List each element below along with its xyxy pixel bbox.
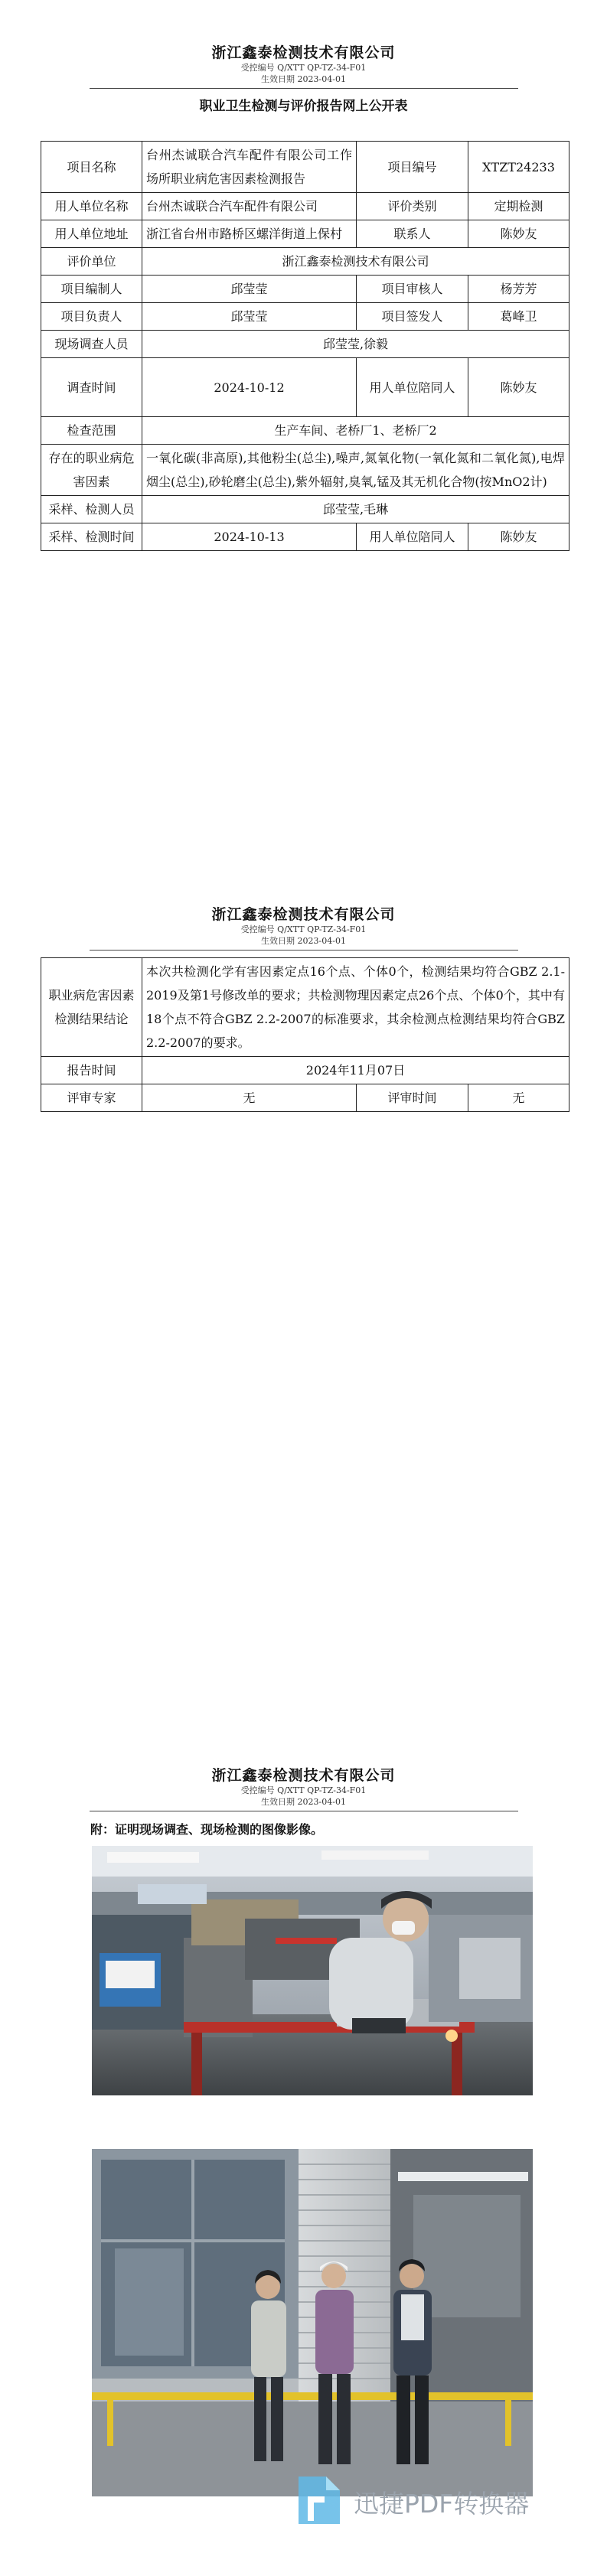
page-1 [0,41,607,114]
effective-date: 生效日期 2023-04-01 [261,74,346,84]
table-row [41,193,569,220]
page-3 [0,1764,607,1811]
company-name: 浙江鑫泰检测技术有限公司 [211,906,396,923]
control-number: 受控编号 Q/XTT QP-TZ-34-F01 [240,1785,367,1795]
scope: 生产车间、老桥厂1、老桥厂2 [142,417,569,445]
eval-type-label: 评价类别 [357,193,468,220]
table-row [41,303,569,331]
watermark [291,2470,566,2532]
sampling-staff: 邱莹莹,毛琳 [142,496,569,523]
eval-unit: 浙江鑫泰检测技术有限公司 [142,248,569,276]
effective-date: 生效日期 2023-04-01 [261,936,346,946]
reviewer-label: 项目审核人 [357,276,468,303]
project-name: 台州杰诚联合汽车配件有限公司工作场所职业病危害因素检测报告 [142,142,357,193]
review-time: 无 [468,1084,569,1112]
table-row [41,248,569,276]
header-divider [90,88,518,89]
contact: 陈妙友 [468,220,569,248]
survey-companion-label: 用人单位陪同人 [357,358,468,417]
sampling-staff-label: 采样、检测人员 [41,496,142,523]
leader: 邱莹莹 [142,303,357,331]
compiler-label: 项目编制人 [41,276,142,303]
expert-label: 评审专家 [41,1084,142,1112]
table-row [41,417,569,445]
sampling-time: 2024-10-13 [142,523,357,551]
converter-logo-icon [291,2470,346,2532]
table-row [41,220,569,248]
issuer: 葛峰卫 [468,303,569,331]
table-row [41,358,569,417]
employer-name: 台州杰诚联合汽车配件有限公司 [142,193,357,220]
review-time-label: 评审时间 [357,1084,468,1112]
document-title: 职业卫生检测与评价报告网上公开表 [199,99,408,114]
table-row [41,496,569,523]
disclosure-table [41,141,569,551]
table-row [41,958,569,1057]
sampling-companion: 陈妙友 [468,523,569,551]
report-time: 2024年11月07日 [142,1057,569,1084]
issuer-label: 项目签发人 [357,303,468,331]
eval-unit-label: 评价单位 [41,248,142,276]
company-name: 浙江鑫泰检测技术有限公司 [211,44,396,61]
employer-address: 浙江省台州市路桥区螺洋街道上保村 [142,220,357,248]
table-row [41,1057,569,1084]
page-header [0,41,607,89]
header-divider [90,950,518,951]
effective-date: 生效日期 2023-04-01 [261,1797,346,1807]
workshop-image [92,1846,533,2095]
leader-label: 项目负责人 [41,303,142,331]
conclusion-label: 职业病危害因素检测结果结论 [41,958,142,1057]
sampling-time-label: 采样、检测时间 [41,523,142,551]
report-time-label: 报告时间 [41,1057,142,1084]
site-survey-photo [92,1846,533,2095]
investigators-label: 现场调查人员 [41,331,142,358]
table-row [41,1084,569,1112]
table-row [41,276,569,303]
reviewer: 杨芳芳 [468,276,569,303]
compiler: 邱莹莹 [142,276,357,303]
conclusion: 本次共检测化学有害因素定点16个点、个体0个，检测结果均符合GBZ 2.1-2019及第1号修改单的要求；共检测物理因素定点26个点、个体0个，其中有18个点不符合GBZ 2.2-2007的标准要求，其余检测点检测结果均符合GBZ 2.2-2007的要求。 [142,958,569,1057]
team-photo-image [92,2149,533,2496]
survey-companion: 陈妙友 [468,358,569,417]
attachment-title: 附：证明现场调查、现场检测的图像影像。 [90,1822,324,1837]
sampling-companion-label: 用人单位陪同人 [357,523,468,551]
project-no: XTZT24233 [468,142,569,193]
eval-type: 定期检测 [468,193,569,220]
hazards: 一氧化碳(非高原),其他粉尘(总尘),噪声,氮氧化物(一氧化氮和二氧化氮),电焊烟尘(总尘),砂轮磨尘(总尘),紫外辐射,臭氧,锰及其无机化合物(按MnO2计) [142,445,569,496]
employer-name-label: 用人单位名称 [41,193,142,220]
scope-label: 检查范围 [41,417,142,445]
watermark-text: 迅捷PDF转换器 [354,2489,530,2519]
table-row [41,445,569,496]
site-testing-photo [92,2149,533,2496]
survey-time-label: 调查时间 [41,358,142,417]
table-row [41,523,569,551]
page-header [0,903,607,951]
survey-time: 2024-10-12 [142,358,357,417]
conclusion-table [41,957,569,1112]
expert: 无 [142,1084,357,1112]
project-no-label: 项目编号 [357,142,468,193]
employer-address-label: 用人单位地址 [41,220,142,248]
control-number: 受控编号 Q/XTT QP-TZ-34-F01 [240,924,367,934]
hazards-label: 存在的职业病危害因素 [41,445,142,496]
table-row [41,142,569,193]
investigators: 邱莹莹,徐毅 [142,331,569,358]
company-name: 浙江鑫泰检测技术有限公司 [211,1767,396,1784]
page-2 [0,903,607,951]
table-row [41,331,569,358]
control-number: 受控编号 Q/XTT QP-TZ-34-F01 [240,63,367,73]
project-name-label: 项目名称 [41,142,142,193]
contact-label: 联系人 [357,220,468,248]
page-header [0,1764,607,1811]
